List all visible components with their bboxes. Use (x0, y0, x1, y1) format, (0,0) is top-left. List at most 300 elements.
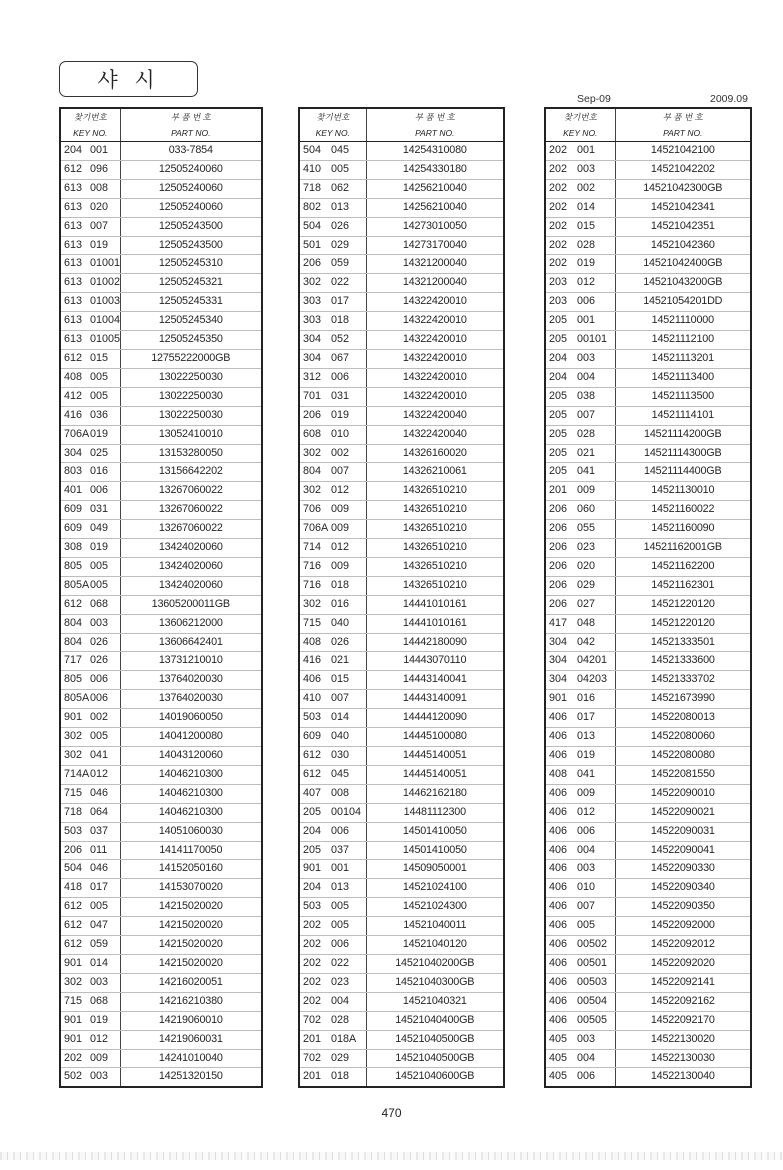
parts-table-1 (59, 107, 263, 1088)
part-number: 14521220120 (615, 614, 751, 633)
part-number: 14521040500GB (366, 1030, 504, 1049)
part-number: 14043120060 (120, 747, 262, 766)
table-row (545, 595, 751, 614)
part-number: 14522090350 (615, 898, 751, 917)
key-no-item: 00501 (577, 954, 615, 973)
table-row (545, 160, 751, 179)
table-row (60, 917, 262, 936)
part-number: 13022250030 (120, 387, 262, 406)
table-row (60, 274, 262, 293)
table-row (299, 841, 504, 860)
key-no-item: 003 (577, 160, 615, 179)
table-row (60, 539, 262, 558)
part-number: 13606212000 (120, 614, 262, 633)
key-no-item: 007 (90, 217, 120, 236)
part-number: 14215020020 (120, 936, 262, 955)
key-no-item: 016 (90, 463, 120, 482)
key-no-item: 017 (331, 293, 366, 312)
key-no-group: 613 (60, 274, 90, 293)
part-number: 14522090010 (615, 784, 751, 803)
part-number: 14521040011 (366, 917, 504, 936)
key-no-group: 206 (545, 501, 577, 520)
key-no-item: 004 (577, 1049, 615, 1068)
part-number: 14521333600 (615, 652, 751, 671)
part-number: 14522130030 (615, 1049, 751, 1068)
part-number: 14521042341 (615, 198, 751, 217)
key-no-group: 715 (60, 992, 90, 1011)
key-no-item: 041 (90, 747, 120, 766)
key-no-group: 901 (60, 1030, 90, 1049)
part-number: 14322420010 (366, 312, 504, 331)
key-no-group: 302 (299, 274, 331, 293)
key-no-group: 406 (545, 747, 577, 766)
key-no-item: 005 (331, 160, 366, 179)
key-no-group: 405 (545, 1049, 577, 1068)
key-no-item: 011 (90, 841, 120, 860)
key-no-group: 206 (299, 255, 331, 274)
part-number: 12505245331 (120, 293, 262, 312)
key-no-item: 042 (577, 633, 615, 652)
table-row (545, 482, 751, 501)
key-no-item: 040 (331, 614, 366, 633)
part-number: 14501410050 (366, 822, 504, 841)
part-number: 14216210380 (120, 992, 262, 1011)
part-number: 13267060022 (120, 501, 262, 520)
key-no-item: 003 (90, 973, 120, 992)
key-no-group: 706A (299, 520, 331, 539)
key-no-item: 009 (577, 784, 615, 803)
key-no-item: 01005 (90, 331, 120, 350)
table-row (299, 539, 504, 558)
part-number: 14273010050 (366, 217, 504, 236)
key-no-item: 002 (90, 709, 120, 728)
table-row (299, 1030, 504, 1049)
key-no-item: 014 (577, 198, 615, 217)
key-no-item: 007 (577, 406, 615, 425)
table-row (545, 841, 751, 860)
part-number: 14522130040 (615, 1068, 751, 1087)
key-no-group: 405 (549, 1070, 568, 1083)
table-row (60, 368, 262, 387)
part-number: 14521130010 (615, 482, 751, 501)
part-number: 14521113201 (615, 349, 751, 368)
key-no-item: 021 (577, 444, 615, 463)
key-no-group: 613 (60, 236, 90, 255)
key-no-item: 037 (331, 841, 366, 860)
part-no-header: PART NO. (615, 125, 751, 142)
key-no-group: 504 (60, 860, 90, 879)
table-row (60, 236, 262, 255)
key-no-group: 502 (64, 1070, 83, 1083)
part-number: 14522130020 (615, 1030, 751, 1049)
table-row (299, 954, 504, 973)
key-no-header: KEY NO. (299, 125, 366, 142)
table-row (299, 160, 504, 179)
table-row (299, 992, 504, 1011)
key-no-group: 205 (545, 406, 577, 425)
key-no-item: 009 (331, 557, 366, 576)
table-row (60, 690, 262, 709)
part-number: 13267060022 (120, 520, 262, 539)
part-number: 14322420010 (366, 331, 504, 350)
key-no-group: 406 (545, 898, 577, 917)
part-number: 12755222000GB (120, 349, 262, 368)
key-no-group: 613 (60, 331, 90, 350)
part-number: 14521040321 (366, 992, 504, 1011)
key-no-item: 059 (331, 255, 366, 274)
part-number: 14254330180 (366, 160, 504, 179)
part-number: 14521113500 (615, 387, 751, 406)
part-number: 14521114400GB (615, 463, 751, 482)
part-number: 14046210300 (120, 784, 262, 803)
table-row (60, 936, 262, 955)
part-number: 14521040120 (366, 936, 504, 955)
table-row (60, 255, 262, 274)
table-row (299, 463, 504, 482)
table-row (545, 822, 751, 841)
table-row (299, 387, 504, 406)
table-row (299, 179, 504, 198)
key-no-group: 609 (299, 728, 331, 747)
key-no-group: 204 (545, 368, 577, 387)
key-no-item: 003 (577, 860, 615, 879)
key-no-item: 009 (90, 1049, 120, 1068)
key-no-group: 406 (299, 671, 331, 690)
key-no-group: 406 (545, 992, 577, 1011)
key-no-group: 406 (545, 1011, 577, 1030)
key-no-group: 206 (545, 595, 577, 614)
key-no-item: 00503 (577, 973, 615, 992)
key-no-group: 718 (60, 803, 90, 822)
key-no-item: 002 (577, 179, 615, 198)
table-row (545, 973, 751, 992)
key-no-item: 003 (577, 349, 615, 368)
table-row (545, 349, 751, 368)
key-no-item: 019 (90, 539, 120, 558)
part-number: 14322420010 (366, 387, 504, 406)
table-row (299, 198, 504, 217)
key-no-group: 715 (60, 784, 90, 803)
key-no-header: KEY NO. (545, 125, 615, 142)
key-no-item: 014 (90, 954, 120, 973)
part-number: 14522080080 (615, 747, 751, 766)
key-no-group: 308 (60, 539, 90, 558)
table-row (545, 179, 751, 198)
key-no-group: 202 (299, 992, 331, 1011)
table-row (299, 633, 504, 652)
key-no-item: 006 (577, 293, 615, 312)
part-number: 14322420010 (366, 293, 504, 312)
table-row (545, 728, 751, 747)
part-number: 14326510210 (366, 520, 504, 539)
key-no-group: 304 (545, 633, 577, 652)
table-row (299, 557, 504, 576)
key-no-group: 206 (299, 406, 331, 425)
key-no-item: 036 (90, 406, 120, 425)
key-no-item: 037 (90, 822, 120, 841)
key-no-group: 504 (299, 142, 331, 161)
key-no-group: 202 (299, 954, 331, 973)
key-no-item: 013 (331, 198, 366, 217)
section-title: 샤 시 (59, 61, 198, 97)
key-no-group: 304 (545, 671, 577, 690)
table-row (545, 652, 751, 671)
table-row (299, 595, 504, 614)
table-row (545, 1049, 751, 1068)
table-row (60, 803, 262, 822)
key-no-group: 609 (60, 501, 90, 520)
key-no-item: 004 (577, 841, 615, 860)
key-no-group: 901 (60, 709, 90, 728)
part-number: 14521333501 (615, 633, 751, 652)
part-number: 13606642401 (120, 633, 262, 652)
key-no-group: 804 (60, 614, 90, 633)
key-no-item: 049 (90, 520, 120, 539)
key-no-group: 716 (299, 576, 331, 595)
table-row (545, 236, 751, 255)
key-no-item: 009 (577, 482, 615, 501)
header-date-right: 2009.09 (710, 93, 748, 105)
part-number: 14522090330 (615, 860, 751, 879)
key-no-group: 302 (299, 482, 331, 501)
table-row (299, 690, 504, 709)
table-row (60, 160, 262, 179)
key-no-item: 013 (331, 879, 366, 898)
key-no-group: 203 (545, 293, 577, 312)
table-row (60, 973, 262, 992)
part-number: 033-7854 (120, 142, 262, 161)
table-row (60, 765, 262, 784)
part-number: 14521042360 (615, 236, 751, 255)
part-no-header-ko: 부 품 번 호 (615, 108, 751, 125)
key-no-item: 028 (577, 425, 615, 444)
key-no-group: 204 (60, 142, 90, 161)
key-no-item: 010 (577, 879, 615, 898)
key-no-group: 205 (545, 387, 577, 406)
key-no-group: 205 (299, 841, 331, 860)
key-no-group: 304 (60, 444, 90, 463)
header-date-left: Sep-09 (577, 93, 611, 105)
key-no-group: 302 (60, 728, 90, 747)
key-no-item: 041 (577, 463, 615, 482)
key-no-group: 302 (60, 973, 90, 992)
key-no-group: 715 (299, 614, 331, 633)
key-no-item: 005 (90, 387, 120, 406)
key-no-item: 028 (331, 1011, 366, 1030)
key-no-item: 026 (90, 652, 120, 671)
table-row (299, 747, 504, 766)
part-number: 14443070110 (366, 652, 504, 671)
part-number: 12505240060 (120, 179, 262, 198)
key-no-item: 005 (331, 898, 366, 917)
key-no-item: 020 (577, 557, 615, 576)
table-row (299, 917, 504, 936)
table-row (299, 236, 504, 255)
key-no-group: 202 (545, 142, 577, 161)
table-row (545, 614, 751, 633)
key-no-group: 202 (299, 936, 331, 955)
table-row (60, 671, 262, 690)
key-no-group: 718 (299, 179, 331, 198)
key-no-item: 008 (331, 784, 366, 803)
key-no-group: 803 (60, 463, 90, 482)
key-no-group: 206 (60, 841, 90, 860)
key-no-item: 006 (577, 822, 615, 841)
key-no-item: 01002 (90, 274, 120, 293)
key-no-group: 406 (545, 879, 577, 898)
table-row (60, 501, 262, 520)
table-row (545, 784, 751, 803)
key-no-group: 612 (299, 765, 331, 784)
table-row (60, 198, 262, 217)
part-number: 14462162180 (366, 784, 504, 803)
key-no-group: 206 (545, 557, 577, 576)
table-row (299, 255, 504, 274)
table-row (545, 198, 751, 217)
key-no-group: 205 (299, 803, 331, 822)
table-row (60, 879, 262, 898)
table-row (299, 520, 504, 539)
key-no-item: 004 (577, 368, 615, 387)
part-number: 14256210040 (366, 179, 504, 198)
key-no-header-ko: 찾기번호 (73, 112, 107, 122)
key-no-item: 005 (90, 576, 120, 595)
key-no-group: 401 (60, 482, 90, 501)
part-number: 14521162200 (615, 557, 751, 576)
key-no-group: 205 (545, 463, 577, 482)
table-row (299, 822, 504, 841)
key-no-group: 609 (60, 520, 90, 539)
part-number: 12505245340 (120, 312, 262, 331)
table-row (60, 728, 262, 747)
table-row (60, 576, 262, 595)
table-row (299, 973, 504, 992)
key-no-item: 018A (331, 1030, 366, 1049)
key-no-group: 202 (545, 179, 577, 198)
part-number: 14521024300 (366, 898, 504, 917)
key-no-group: 406 (545, 784, 577, 803)
key-no-group: 304 (299, 349, 331, 368)
key-no-item: 007 (331, 463, 366, 482)
key-no-item: 064 (90, 803, 120, 822)
key-no-group: 406 (545, 917, 577, 936)
key-no-item: 055 (577, 520, 615, 539)
key-no-item: 026 (331, 217, 366, 236)
key-no-item: 01004 (90, 312, 120, 331)
key-no-item: 006 (331, 936, 366, 955)
table-row (545, 671, 751, 690)
key-no-item: 001 (90, 142, 120, 161)
key-no-group: 406 (545, 709, 577, 728)
part-number: 14254310080 (366, 142, 504, 161)
key-no-group: 613 (60, 217, 90, 236)
key-no-item: 008 (90, 179, 120, 198)
key-no-group: 202 (299, 917, 331, 936)
table-row (60, 1049, 262, 1068)
part-number: 14251320150 (120, 1068, 262, 1087)
table-row (60, 425, 262, 444)
key-no-group: 205 (545, 312, 577, 331)
key-no-item: 003 (90, 614, 120, 633)
key-no-item: 009 (331, 501, 366, 520)
key-no-group: 613 (60, 312, 90, 331)
key-no-item: 045 (331, 765, 366, 784)
part-number: 14522090041 (615, 841, 751, 860)
table-row (60, 406, 262, 425)
key-no-group: 202 (60, 1049, 90, 1068)
table-row (545, 520, 751, 539)
key-no-group: 714 (299, 539, 331, 558)
part-no-header-ko: 부 품 번 호 (120, 108, 262, 125)
table-row (545, 879, 751, 898)
key-no-item: 018 (331, 312, 366, 331)
key-no-item: 00504 (577, 992, 615, 1011)
table-row (60, 331, 262, 350)
key-no-item: 019 (331, 406, 366, 425)
table-row (545, 557, 751, 576)
table-row (299, 331, 504, 350)
part-number: 14522092162 (615, 992, 751, 1011)
table-row (545, 747, 751, 766)
key-no-item: 006 (90, 671, 120, 690)
part-number: 14326510210 (366, 576, 504, 595)
table-row (60, 860, 262, 879)
table-row (299, 936, 504, 955)
part-number: 12505243500 (120, 217, 262, 236)
table-row (545, 425, 751, 444)
page-number: 470 (381, 1106, 402, 1120)
part-no-header-ko: 부 품 번 호 (366, 108, 504, 125)
part-number: 12505243500 (120, 236, 262, 255)
part-number: 14019060050 (120, 709, 262, 728)
part-number: 14522080013 (615, 709, 751, 728)
key-no-header-ko: 찾기번호 (316, 112, 350, 122)
key-no-group: 203 (545, 274, 577, 293)
part-number: 14521673990 (615, 690, 751, 709)
key-no-item: 00104 (331, 803, 366, 822)
table-row (545, 501, 751, 520)
key-no-item: 023 (577, 539, 615, 558)
part-number: 14522090031 (615, 822, 751, 841)
part-number: 14522092012 (615, 936, 751, 955)
part-number: 14521160090 (615, 520, 751, 539)
key-no-item: 017 (90, 879, 120, 898)
key-no-item: 007 (331, 690, 366, 709)
key-no-item: 005 (331, 917, 366, 936)
key-no-group: 612 (60, 917, 90, 936)
key-no-group: 612 (60, 936, 90, 955)
key-no-item: 029 (331, 1049, 366, 1068)
key-no-item: 031 (90, 501, 120, 520)
part-number: 14215020020 (120, 954, 262, 973)
key-no-item: 062 (331, 179, 366, 198)
key-no-item: 019 (90, 236, 120, 255)
key-no-item: 006 (90, 690, 120, 709)
key-no-item: 030 (331, 747, 366, 766)
key-no-item: 023 (331, 973, 366, 992)
part-number: 14051060030 (120, 822, 262, 841)
table-row (299, 803, 504, 822)
part-number: 14521110000 (615, 312, 751, 331)
key-no-group: 612 (60, 898, 90, 917)
key-no-item: 00502 (577, 936, 615, 955)
key-no-group: 412 (60, 387, 90, 406)
key-no-group: 612 (60, 349, 90, 368)
part-number: 14521040300GB (366, 973, 504, 992)
key-no-group: 206 (545, 539, 577, 558)
key-no-group: 716 (299, 557, 331, 576)
key-no-item: 028 (577, 236, 615, 255)
